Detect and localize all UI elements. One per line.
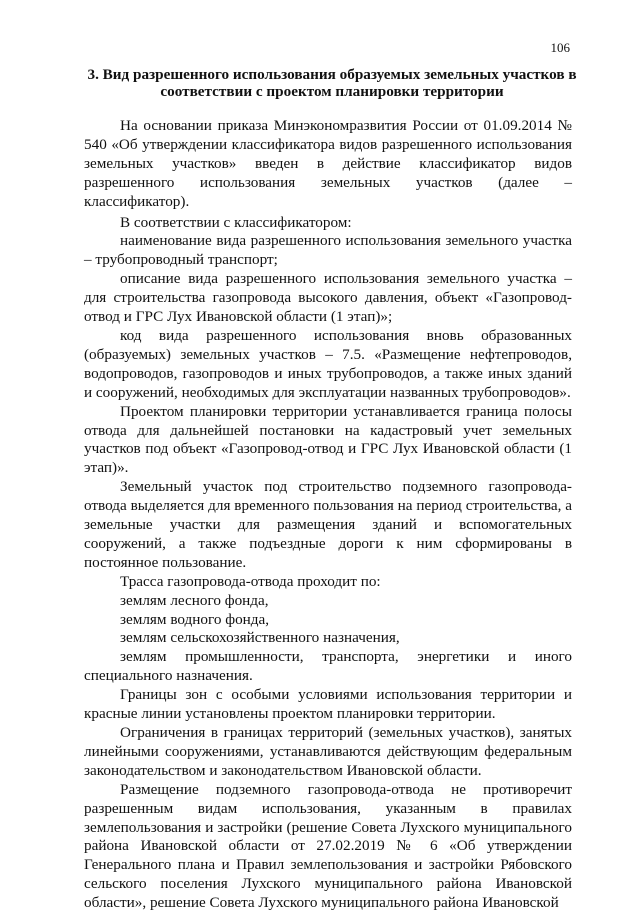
paragraph: наименование вида разрешенного использования земельного участка – трубопроводный транспорт; — [84, 232, 572, 269]
paragraph: Земельный участок под строительство подземного газопровода-отвода выделяется для временного пользования на период строительства, а земельные участки для размещения зданий и вспомогательных сооружений, а также подъездные дороги к ним сформированы в постоянное пользование. — [84, 478, 572, 571]
paragraph: Проектом планировки территории устанавливается граница полосы отвода для дальнейшей постановки на кадастровый учет земельных участков под объект «Газопровод-отвод и ГРС Лух Ивановской области (1 этап)». — [84, 402, 572, 477]
paragraph: На основании приказа Минэкономразвития России от 01.09.2014 № 540 «Об утверждении классификатора видов разрешенного использования земельных участков» введен в действие классификатор видов разрешенного использования земельных участков (далее – классификатор). — [84, 117, 572, 210]
paragraph: Трасса газопровода-отвода проходит по: — [120, 572, 381, 590]
paragraph: описание вида разрешенного использования земельного участка – для строительства газопровода высокого давления, объект «Газопровод-отвод и ГРС Лух Ивановской области (1 этап)»; — [84, 270, 572, 326]
page-number: 106 — [550, 40, 570, 55]
section-title: 3. Вид разрешенного использования образуемых земельных участков в соответствии с проектом планировки территории — [87, 66, 577, 100]
paragraph: код вида разрешенного использования вновь образованных (образуемых) земельных участков – 7.5. «Размещение нефтепроводов, водопроводов, газопроводов и иных трубопроводов, а также иных зданий и сооружений, необходимых для эксплуатации названных трубопроводов». — [84, 326, 572, 401]
paragraph: В соответствии с классификатором: — [120, 213, 352, 231]
paragraph: Границы зон с особыми условиями использования территории и красные линии установлены проектом планировки территории. — [84, 686, 572, 723]
paragraph: землям сельскохозяйственного назначения, — [120, 629, 400, 647]
paragraph: землям лесного фонда, — [120, 591, 269, 609]
document-body — [84, 117, 572, 913]
paragraph: землям водного фонда, — [120, 610, 270, 628]
paragraph: Размещение подземного газопровода-отвода не противоречит разрешенным видам использования, указанным в правилах землепользования и застройки (решение Совета Лухского муниципального района Ивановской области от 27.02.2019 № 6 «Об утверждении Генерального плана и Правил землепользования и застройки Рябовского сельского поселения Лухского муниципального района Ивановской области», решение Совета Лухского муниципального района Ивановской — [84, 780, 572, 912]
paragraph: Ограничения в границах территорий (земельных участков), занятых линейными сооружениями, устанавливаются действующим федеральным законодательством и законодательством Ивановской области. — [84, 724, 572, 779]
paragraph: землям промышленности, транспорта, энергетики и иного специального назначения. — [84, 648, 572, 685]
